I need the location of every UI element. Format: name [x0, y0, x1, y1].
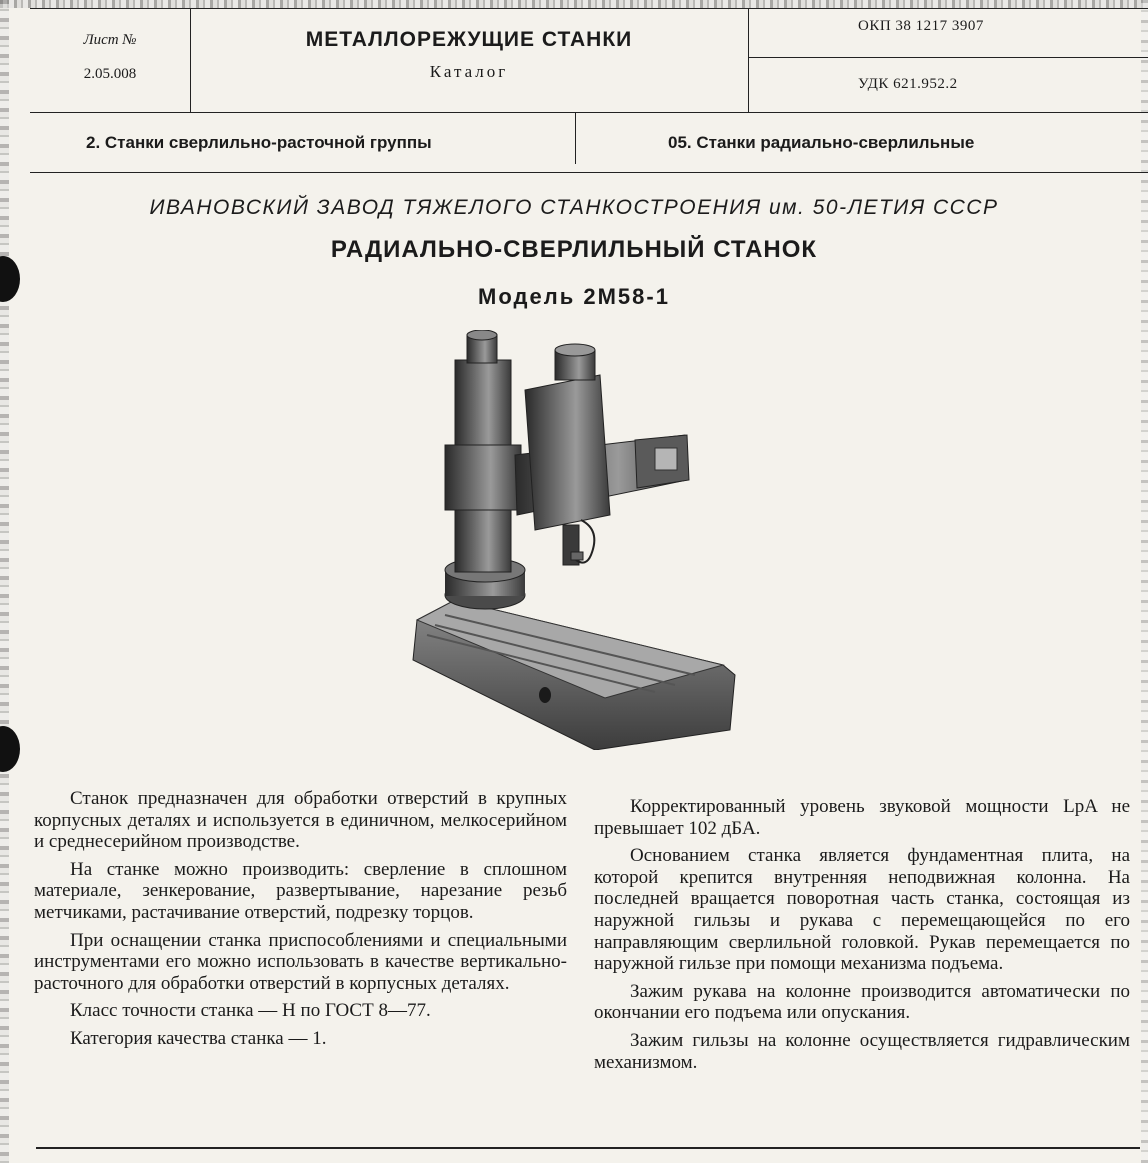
header-bottom-rule — [30, 172, 1148, 173]
right-text-column — [594, 796, 1130, 1079]
footer-rule — [36, 1147, 1140, 1149]
model-number: Модель 2М58-1 — [478, 284, 670, 309]
machine-title: РАДИАЛЬНО-СВЕРЛИЛЬНЫЙ СТАНОК — [330, 236, 818, 263]
paragraph: Станок предназначен для обработки отверстий в крупных корпусных деталях и используется в единичном, мелкосерийном и среднесерийном производстве. — [34, 788, 567, 853]
manufacturer-name: ИВАНОВСКИЙ ЗАВОД ТЯЖЕЛОГО СТАНКОСТРОЕНИЯ им. 50-ЛЕТИЯ СССР — [149, 196, 999, 219]
header-top-rule — [30, 8, 1148, 9]
okp-code: ОКП 38 1217 3907 — [858, 18, 984, 34]
paragraph: Зажим гильзы на колонне осуществляется гидравлическим механизмом. — [594, 1029, 1130, 1073]
catalog-title: МЕТАЛЛОРЕЖУЩИЕ СТАНКИ — [305, 28, 633, 51]
paragraph: Основанием станка является фундаментная плита, на которой крепится внутренняя неподвижная колонна. На последней вращается поворотная часть станка, состоящая из наружной гильзы и рукава с перемещающейся по его направляющим сверлильной головкой. Рукав перемещается по наружной гильзе при помощи механизма подъема. — [594, 845, 1130, 975]
paragraph: Класс точности станка — Н по ГОСТ 8—77. — [70, 1000, 431, 1022]
left-text-column — [34, 788, 567, 1056]
scan-edge-top — [0, 0, 1148, 8]
header-mid-rule — [30, 112, 1148, 113]
paragraph: При оснащении станка приспособлениями и специальными инструментами его можно использовать в качестве вертикально-расточного для обработки отверстий в корпусных деталях. — [34, 929, 567, 994]
section-cell-divider — [575, 112, 576, 164]
sheet-cell-divider — [190, 8, 191, 112]
udk-code: УДК 621.952.2 — [858, 76, 958, 92]
paragraph: Корректированный уровень звуковой мощности LpA не превышает 102 дБА. — [594, 796, 1130, 839]
section-group: 2. Станки сверлильно-расточной группы — [86, 133, 432, 152]
paragraph: Категория качества станка — 1. — [70, 1027, 327, 1049]
paragraph: Зажим рукава на колонне производится автоматически по окончании его подъема или опускания. — [594, 980, 1130, 1024]
radial-drill-photo — [405, 330, 745, 750]
title-cell-divider — [748, 8, 749, 112]
scan-edge-right — [1141, 0, 1148, 1163]
sheet-number: 2.05.008 — [83, 66, 137, 82]
section-subgroup: 05. Станки радиально-сверлильные — [668, 133, 975, 152]
punch-hole-bottom — [0, 726, 20, 772]
paragraph: На станке можно производить: сверление в сплошном материале, зенкерование, развертывание, нарезание резьб метчиками, растачивание отверстий, подрезку торцов. — [34, 858, 567, 923]
code-divider — [748, 57, 1148, 58]
catalog-subtitle: Каталог — [429, 62, 509, 81]
sheet-label: Лист № — [83, 32, 137, 48]
scan-edge-left — [0, 0, 9, 1163]
